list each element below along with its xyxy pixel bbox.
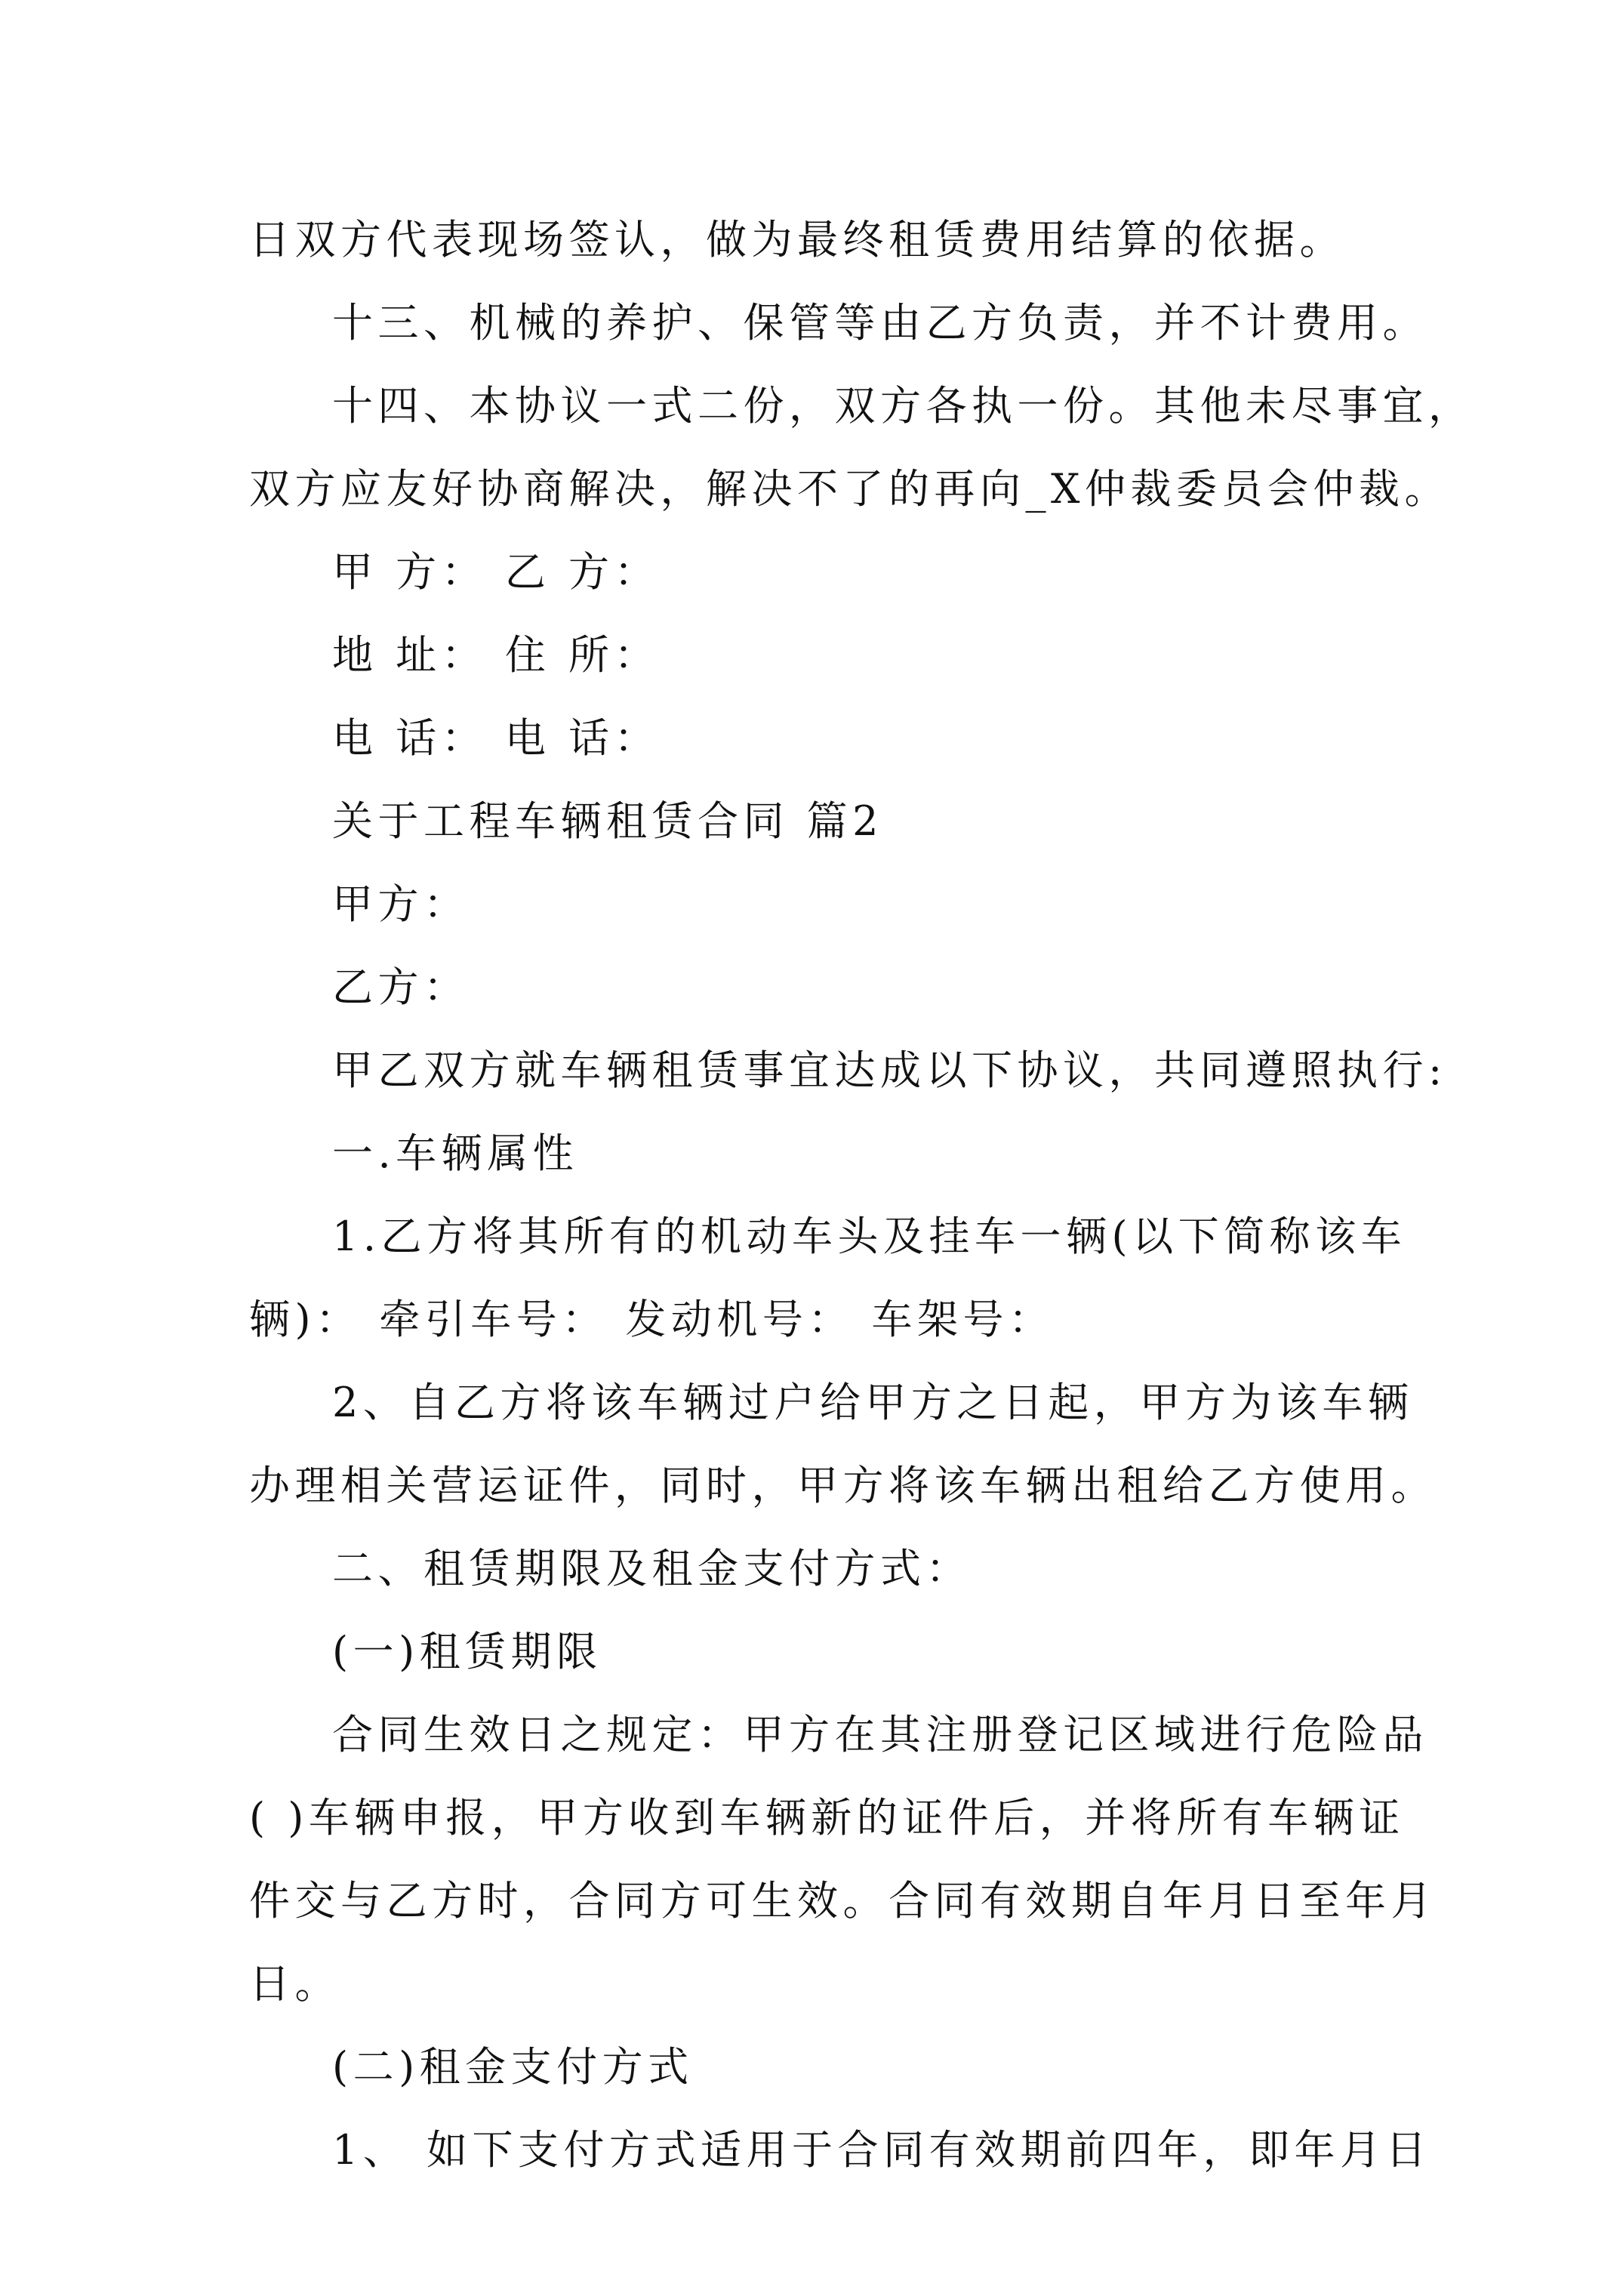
text-line: 辆)： 牵引车号： 发动机号： 车架号： <box>249 1296 1055 1343</box>
party-a-label: 甲方： <box>332 880 470 928</box>
party-b-label: 乙方： <box>332 963 470 1011</box>
text-line: 1.乙方将其所有的机动车头及挂车一辆(以下简称该车 <box>332 1213 1407 1260</box>
clause-heading: 一.车辆属性 <box>332 1130 579 1177</box>
text-line: 合同生效日之规定：甲方在其注册登记区域进行危险品 <box>332 1711 1428 1758</box>
text-line: 件交与乙方时，合同方可生效。合同有效期自年月日至年月 <box>249 1877 1437 1925</box>
text-line: 双方应友好协商解决，解决不了的再向_X仲裁委员会仲裁。 <box>249 465 1450 513</box>
text-line: 十四、本协议一式二份，双方各执一份。其他未尽事宜， <box>332 382 1474 430</box>
text-line: 日双方代表现场签认，做为最终租赁费用结算的依据。 <box>249 216 1345 264</box>
text-line: 1、 如下支付方式适用于合同有效期前四年，即年月日 <box>332 2126 1432 2174</box>
signature-address-line: 地 址： 住 所： <box>332 631 660 679</box>
text-line: 办理相关营运证件，同时，甲方将该车辆出租给乙方使用。 <box>249 1462 1437 1509</box>
text-line: 甲乙双方就车辆租赁事宜达成以下协议，共同遵照执行: <box>332 1046 1447 1094</box>
signature-phone-line: 电 话： 电 话： <box>332 714 660 762</box>
subclause-heading: (二)租金支付方式 <box>332 2043 694 2091</box>
text-line: 2、自乙方将该车辆过户给甲方之日起，甲方为该车辆 <box>332 1379 1414 1426</box>
signature-party-line: 甲 方： 乙 方： <box>332 548 660 596</box>
section-heading: 关于工程车辆租赁合同 篇2 <box>332 797 884 845</box>
text-line: 日。 <box>249 1960 340 2008</box>
subclause-heading: (一)租赁期限 <box>332 1628 602 1675</box>
text-line: ( )车辆申报，甲方收到车辆新的证件后，并将所有车辆证 <box>249 1794 1405 1841</box>
clause-heading: 二、租赁期限及租金支付方式： <box>332 1545 972 1592</box>
text-line: 十三、机械的养护、保管等由乙方负责，并不计费用。 <box>332 299 1428 347</box>
